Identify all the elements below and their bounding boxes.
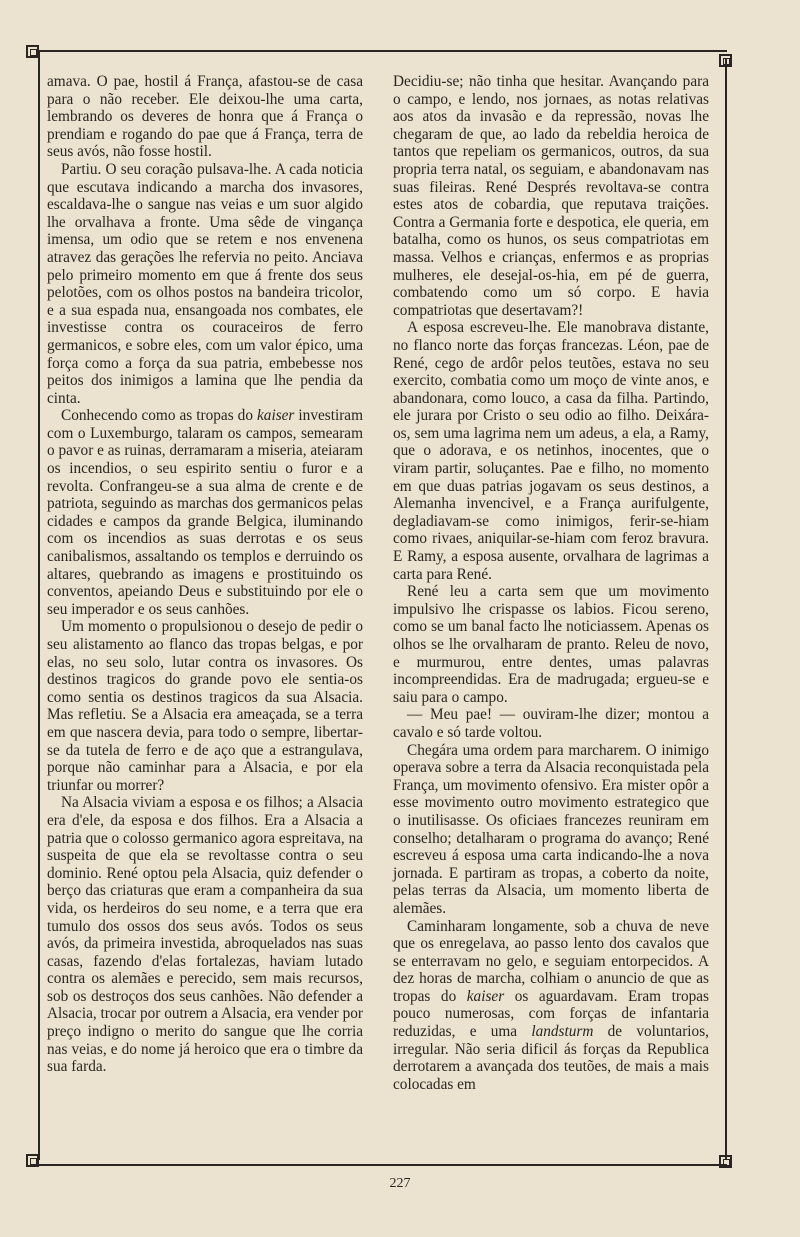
left-column (47, 73, 363, 1076)
frame-top-rule (38, 50, 727, 52)
right-column (393, 73, 709, 1093)
corner-ornament-top-right (719, 54, 732, 67)
paragraph: A esposa escreveu-lhe. Ele manobrava distante, no flanco norte das forças francezas. Léon, pae de René, cego de ardôr pelos teutões, estava no seu exercito, combatia como um moço de vinte anos, e abandonara, como louco, a casa da filha. Partindo, ele jurara por Cristo o seu odio ao filho. Deixára-os, sem uma lagrima nem um adeus, a ela, a Ramy, que o adorava, e os netinhos, inocentes, que o viram partir, soluçantes. Pae e filho, no momento em que duas patrias jogavam os seus destinos, a Alemanha invencivel, e a França aurifulgente, degladiavam-se como inimigos, ferir-se-hiam como rivaes, aniquilar-se-hiam com feroz bravura. E Ramy, a esposa ausente, orvalhara de lagrimas a carta para René. (393, 319, 709, 583)
paragraph: — Meu pae! — ouviram-lhe dizer; montou a cavalo e só tarde voltou. (393, 706, 709, 741)
paragraph: amava. O pae, hostil á França, afastou-se de casa para o não receber. Ele deixou-lhe uma carta, lembrando os deveres de honra que á França o prendiam e rogando do pae que á França, terra de seus avós, não fosse hostil. (47, 73, 363, 161)
italic-term: kaiser (466, 987, 505, 1005)
paragraph: Conhecendo como as tropas do kaiser investiram com o Luxemburgo, talaram os campos, semearam o pavor e as ruinas, derramaram a miseria, ateiaram os incendios, o seu espirito sentiu o furor e a revolta. Confrangeu-se a sua alma de crente e de patriota, seguindo as marchas dos germanicos pelas cidades e campos da grande Belgica, iluminando com os incendios as suas derrotas e os seus canibalismos, assaltando os templos e derruindo os altares, quebrando as imagens e prostituindo os conventos, apeiando Deus e substituindo por ele o seu imperador e os seus canhões. (47, 407, 363, 618)
paragraph: Decidiu-se; não tinha que hesitar. Avançando para o campo, e lendo, nos jornaes, as notas relativas aos atos da invasão e da repressão, novas lhe chegaram de que, ao lado da rebeldia heroica de tantos que repeliam os germanicos, outros, da sua propria terra natal, os seguiam, e abandonavam nas suas fileiras. René Després revoltava-se contra estes atos de cobardia, que reputava traições. Contra a Germania forte e despotica, ele queria, em batalha, como os hunos, os seus compatriotas em massa. Velhos e crianças, enfermos e as proprias mulheres, ele desejal-os-hia, em pé de guerra, combatendo como um só corpo. E havia compatriotas que desertavam?! (393, 73, 709, 319)
frame-right-rule (725, 58, 727, 1160)
paragraph: Na Alsacia viviam a esposa e os filhos; a Alsacia era d'ele, da esposa e dos filhos. Era a Alsacia a patria que o colosso germanico agora espreitava, na suspeita de que ela se revoltasse contra o seu dominio. René optou pela Alsacia, quiz defender o berço das criaturas que eram a companheira da sua vida, os herdeiros do seu nome, e a terra que era tumulo dos ossos dos seus avós. Todos os seus avós, da primeira investida, abroquelados nas suas casas, fazendo d'elas fortalezas, haviam lutado contra os alemães e perecido, sem mais recursos, sob os destroços dos seus canhões. Não defender a Alsacia, trocar por outrem a Alsacia, era vender por preço indigno o merito do sangue que lhe corria nas veias, e do nome já heroico que era o timbre da sua farda. (47, 794, 364, 1076)
paragraph: René leu a carta sem que um movimento impulsivo lhe crispasse os labios. Ficou sereno, como se um banal facto lhe noticiassem. Apenas os olhos se lhe orvalharam de pranto. Releu de novo, e murmurou, entre dentes, umas palavras incompreendidas. Era de madrugada; ergueu-se e saiu para o campo. (393, 583, 709, 706)
frame-left-rule (38, 50, 40, 1160)
corner-ornament-bottom-right (719, 1155, 732, 1168)
corner-ornament-top-left (26, 45, 39, 58)
page-number: 227 (389, 1176, 411, 1191)
italic-term: landsturm (531, 1023, 594, 1041)
italic-term: kaiser (257, 407, 295, 425)
corner-ornament-bottom-left (26, 1154, 39, 1167)
paragraph: Caminharam longamente, sob a chuva de neve que os enregelava, ao passo lento dos cavalos que se enterravam no gelo, e seguiam entorpecidos. A dez horas de marcha, colhiam o anuncio de que as tropas do kaiser os aguardavam. Eram tropas pouco numerosas, com forças de infantaria reduzidas, e uma landsturm de voluntarios, irregular. Não seria dificil ás forças da Republica derrotarem a avançada dos teutões, de mais a mais colocadas em (393, 917, 709, 1093)
frame-bottom-rule (38, 1164, 727, 1166)
paragraph: Chegára uma ordem para marcharem. O inimigo operava sobre a terra da Alsacia reconquistada pela França, um movimento ofensivo. Era mister opôr a esse movimento outro movimento estrategico que o inutilisasse. Os oficiaes francezes reuniram em conselho; detalharam o programa do avanço; René escreveu á esposa uma carta indicando-lhe a nova jornada. E partiram as tropas, a coberto da noite, pelas terras da Alsacia, um momento liberta de alemães. (393, 741, 709, 917)
paragraph: Partiu. O seu coração pulsava-lhe. A cada noticia que escutava indicando a marcha dos invasores, escaldava-lhe o sangue nas veias e um suor algido lhe orvalhava a fronte. Uma sêde de vingança imensa, um odio que se retem e nos envenena atravez das gerações lhe refervia no peito. Anciava pelo primeiro momento em que á frente dos seus pelotões, com os olhos postos na bandeira tricolor, e a sua espada nua, ensangoada nos combates, ele investisse contra os couraceiros de ferro germanicos, e sobre eles, com um valor épico, uma força como a força da sua patria, embebesse nos peitos dos inimigos a lamina que lhe pendia da cinta. (47, 160, 363, 407)
paragraph: Um momento o propulsionou o desejo de pedir o seu alistamento ao flanco das tropas belgas, e por elas, no seu solo, lutar contra os invasores. Os destinos tragicos do grande povo ele sentia-os como sentia os destinos tragicos da sua Alsacia. Mas refletiu. Se a Alsacia era ameaçada, se a terra em que nascera devia, para todo o sempre, libertar-se da tutela de ferro e de aço que a estrangulava, porque não caminhar para a Alsacia, e por ela triunfar ou morrer? (47, 618, 363, 794)
